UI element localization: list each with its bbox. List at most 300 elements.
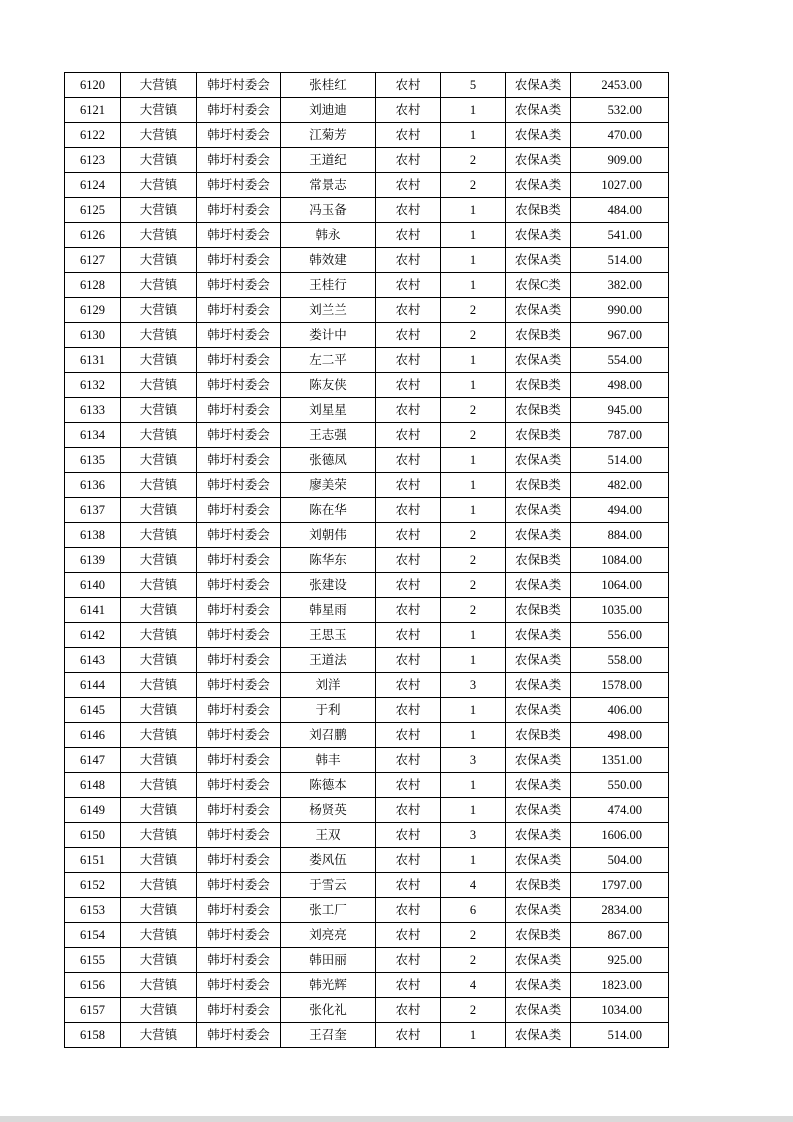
cell-village-committee: 韩圩村委会 [197,298,281,323]
cell-serial-number: 6154 [65,923,121,948]
cell-person-count: 2 [441,148,506,173]
cell-village-committee: 韩圩村委会 [197,823,281,848]
cell-town: 大营镇 [121,248,197,273]
cell-insurance-type: 农保B类 [506,923,571,948]
cell-category: 农村 [376,73,441,98]
cell-serial-number: 6145 [65,698,121,723]
cell-insurance-type: 农保A类 [506,348,571,373]
table-row [65,173,669,198]
cell-category: 农村 [376,823,441,848]
cell-amount: 514.00 [571,248,669,273]
data-table [64,72,669,1048]
cell-serial-number: 6152 [65,873,121,898]
cell-category: 农村 [376,298,441,323]
cell-insurance-type: 农保A类 [506,898,571,923]
cell-insurance-type: 农保A类 [506,848,571,873]
cell-person-name: 刘召鹏 [281,723,376,748]
cell-person-name: 张化礼 [281,998,376,1023]
cell-insurance-type: 农保B类 [506,398,571,423]
table-row [65,623,669,648]
table-row [65,998,669,1023]
cell-village-committee: 韩圩村委会 [197,998,281,1023]
cell-person-count: 1 [441,798,506,823]
cell-serial-number: 6147 [65,748,121,773]
cell-town: 大营镇 [121,773,197,798]
cell-category: 农村 [376,773,441,798]
cell-person-count: 1 [441,198,506,223]
cell-person-name: 陈华东 [281,548,376,573]
cell-town: 大营镇 [121,873,197,898]
cell-person-name: 韩永 [281,223,376,248]
cell-village-committee: 韩圩村委会 [197,548,281,573]
cell-category: 农村 [376,748,441,773]
table-row [65,398,669,423]
table-row [65,673,669,698]
cell-village-committee: 韩圩村委会 [197,398,281,423]
cell-town: 大营镇 [121,673,197,698]
cell-town: 大营镇 [121,848,197,873]
cell-person-name: 陈友侠 [281,373,376,398]
cell-insurance-type: 农保A类 [506,448,571,473]
cell-town: 大营镇 [121,523,197,548]
cell-insurance-type: 农保A类 [506,948,571,973]
cell-village-committee: 韩圩村委会 [197,323,281,348]
cell-village-committee: 韩圩村委会 [197,748,281,773]
cell-person-count: 1 [441,448,506,473]
table-row [65,423,669,448]
cell-town: 大营镇 [121,473,197,498]
table-row [65,748,669,773]
cell-serial-number: 6126 [65,223,121,248]
cell-insurance-type: 农保B类 [506,473,571,498]
cell-village-committee: 韩圩村委会 [197,673,281,698]
cell-person-name: 刘兰兰 [281,298,376,323]
cell-village-committee: 韩圩村委会 [197,723,281,748]
cell-amount: 541.00 [571,223,669,248]
cell-category: 农村 [376,998,441,1023]
cell-person-name: 于利 [281,698,376,723]
table-row [65,498,669,523]
cell-person-count: 1 [441,623,506,648]
cell-town: 大营镇 [121,548,197,573]
cell-amount: 1027.00 [571,173,669,198]
cell-person-name: 张桂红 [281,73,376,98]
cell-village-committee: 韩圩村委会 [197,273,281,298]
cell-insurance-type: 农保A类 [506,73,571,98]
cell-category: 农村 [376,948,441,973]
cell-person-count: 2 [441,923,506,948]
cell-person-name: 王道法 [281,648,376,673]
cell-town: 大营镇 [121,423,197,448]
cell-person-name: 韩效建 [281,248,376,273]
cell-amount: 554.00 [571,348,669,373]
page-bottom-edge [0,1116,793,1122]
table-row [65,273,669,298]
cell-person-count: 6 [441,898,506,923]
cell-person-count: 1 [441,848,506,873]
cell-category: 农村 [376,973,441,998]
cell-amount: 909.00 [571,148,669,173]
cell-person-name: 王志强 [281,423,376,448]
cell-insurance-type: 农保A类 [506,973,571,998]
cell-village-committee: 韩圩村委会 [197,573,281,598]
cell-village-committee: 韩圩村委会 [197,173,281,198]
cell-village-committee: 韩圩村委会 [197,148,281,173]
cell-town: 大营镇 [121,323,197,348]
cell-serial-number: 6135 [65,448,121,473]
cell-town: 大营镇 [121,398,197,423]
cell-person-name: 韩田丽 [281,948,376,973]
cell-amount: 494.00 [571,498,669,523]
cell-person-name: 娄风伍 [281,848,376,873]
cell-person-count: 1 [441,648,506,673]
table-row [65,248,669,273]
table-row [65,323,669,348]
cell-amount: 945.00 [571,398,669,423]
cell-category: 农村 [376,448,441,473]
table-row [65,923,669,948]
cell-person-name: 陈德本 [281,773,376,798]
cell-person-count: 2 [441,573,506,598]
cell-amount: 867.00 [571,923,669,948]
cell-amount: 482.00 [571,473,669,498]
cell-amount: 558.00 [571,648,669,673]
cell-person-name: 王桂行 [281,273,376,298]
cell-town: 大营镇 [121,98,197,123]
cell-category: 农村 [376,623,441,648]
cell-person-name: 张工厂 [281,898,376,923]
cell-insurance-type: 农保B类 [506,723,571,748]
cell-person-count: 1 [441,698,506,723]
table-row [65,548,669,573]
cell-village-committee: 韩圩村委会 [197,698,281,723]
cell-person-name: 刘洋 [281,673,376,698]
cell-village-committee: 韩圩村委会 [197,473,281,498]
cell-insurance-type: 农保A类 [506,248,571,273]
cell-person-name: 娄计中 [281,323,376,348]
cell-category: 农村 [376,198,441,223]
cell-serial-number: 6155 [65,948,121,973]
cell-serial-number: 6132 [65,373,121,398]
cell-serial-number: 6136 [65,473,121,498]
cell-person-count: 1 [441,248,506,273]
cell-village-committee: 韩圩村委会 [197,848,281,873]
cell-insurance-type: 农保B类 [506,198,571,223]
table-row [65,598,669,623]
cell-amount: 532.00 [571,98,669,123]
cell-village-committee: 韩圩村委会 [197,73,281,98]
cell-category: 农村 [376,323,441,348]
cell-town: 大营镇 [121,798,197,823]
cell-insurance-type: 农保A类 [506,148,571,173]
cell-insurance-type: 农保B类 [506,423,571,448]
table-row [65,523,669,548]
cell-town: 大营镇 [121,448,197,473]
table-row [65,298,669,323]
cell-insurance-type: 农保A类 [506,98,571,123]
cell-person-name: 张建设 [281,573,376,598]
cell-category: 农村 [376,673,441,698]
cell-amount: 470.00 [571,123,669,148]
cell-town: 大营镇 [121,923,197,948]
cell-person-count: 2 [441,423,506,448]
cell-village-committee: 韩圩村委会 [197,873,281,898]
cell-amount: 787.00 [571,423,669,448]
cell-serial-number: 6148 [65,773,121,798]
cell-amount: 884.00 [571,523,669,548]
table-body [65,73,669,1048]
cell-town: 大营镇 [121,973,197,998]
cell-town: 大营镇 [121,173,197,198]
cell-person-count: 1 [441,773,506,798]
cell-amount: 1797.00 [571,873,669,898]
cell-village-committee: 韩圩村委会 [197,348,281,373]
cell-category: 农村 [376,648,441,673]
cell-insurance-type: 农保A类 [506,798,571,823]
table-row [65,73,669,98]
cell-amount: 1084.00 [571,548,669,573]
cell-town: 大营镇 [121,623,197,648]
cell-serial-number: 6153 [65,898,121,923]
cell-serial-number: 6149 [65,798,121,823]
cell-category: 农村 [376,698,441,723]
cell-serial-number: 6157 [65,998,121,1023]
cell-person-name: 王道纪 [281,148,376,173]
cell-person-count: 1 [441,223,506,248]
table-row [65,373,669,398]
cell-village-committee: 韩圩村委会 [197,198,281,223]
cell-category: 农村 [376,173,441,198]
cell-serial-number: 6144 [65,673,121,698]
table-row [65,473,669,498]
cell-town: 大营镇 [121,73,197,98]
cell-village-committee: 韩圩村委会 [197,623,281,648]
cell-person-count: 2 [441,173,506,198]
table-row [65,148,669,173]
cell-town: 大营镇 [121,1023,197,1048]
cell-amount: 1064.00 [571,573,669,598]
cell-person-name: 刘朝伟 [281,523,376,548]
cell-person-count: 1 [441,723,506,748]
cell-town: 大营镇 [121,598,197,623]
cell-category: 农村 [376,348,441,373]
cell-category: 农村 [376,223,441,248]
cell-person-count: 1 [441,373,506,398]
cell-insurance-type: 农保B类 [506,598,571,623]
cell-amount: 1351.00 [571,748,669,773]
cell-serial-number: 6138 [65,523,121,548]
cell-person-count: 2 [441,323,506,348]
cell-insurance-type: 农保A类 [506,623,571,648]
cell-amount: 514.00 [571,448,669,473]
cell-serial-number: 6143 [65,648,121,673]
table-row [65,198,669,223]
cell-category: 农村 [376,848,441,873]
cell-insurance-type: 农保A类 [506,773,571,798]
cell-person-count: 1 [441,473,506,498]
cell-serial-number: 6137 [65,498,121,523]
cell-insurance-type: 农保A类 [506,998,571,1023]
cell-serial-number: 6122 [65,123,121,148]
cell-person-count: 2 [441,598,506,623]
cell-person-name: 刘迪迪 [281,98,376,123]
table-row [65,1023,669,1048]
cell-serial-number: 6124 [65,173,121,198]
cell-person-count: 2 [441,548,506,573]
cell-amount: 484.00 [571,198,669,223]
cell-serial-number: 6156 [65,973,121,998]
cell-insurance-type: 农保B类 [506,873,571,898]
cell-village-committee: 韩圩村委会 [197,923,281,948]
cell-person-count: 4 [441,973,506,998]
table-row [65,848,669,873]
cell-amount: 2834.00 [571,898,669,923]
cell-insurance-type: 农保A类 [506,823,571,848]
cell-insurance-type: 农保A类 [506,573,571,598]
cell-amount: 1823.00 [571,973,669,998]
table-row [65,873,669,898]
cell-amount: 1606.00 [571,823,669,848]
table-row [65,948,669,973]
table-row [65,823,669,848]
cell-person-count: 5 [441,73,506,98]
cell-insurance-type: 农保A类 [506,673,571,698]
cell-person-count: 2 [441,523,506,548]
cell-town: 大营镇 [121,898,197,923]
cell-person-name: 刘亮亮 [281,923,376,948]
cell-village-committee: 韩圩村委会 [197,948,281,973]
table-row [65,648,669,673]
cell-category: 农村 [376,423,441,448]
cell-village-committee: 韩圩村委会 [197,523,281,548]
cell-category: 农村 [376,98,441,123]
cell-insurance-type: 农保A类 [506,223,571,248]
cell-category: 农村 [376,873,441,898]
cell-village-committee: 韩圩村委会 [197,98,281,123]
cell-category: 农村 [376,1023,441,1048]
cell-amount: 1578.00 [571,673,669,698]
table-row [65,448,669,473]
cell-serial-number: 6131 [65,348,121,373]
cell-village-committee: 韩圩村委会 [197,498,281,523]
cell-person-name: 杨贤英 [281,798,376,823]
table-row [65,723,669,748]
cell-person-count: 2 [441,948,506,973]
cell-town: 大营镇 [121,273,197,298]
cell-village-committee: 韩圩村委会 [197,248,281,273]
cell-town: 大营镇 [121,373,197,398]
cell-town: 大营镇 [121,498,197,523]
cell-person-count: 2 [441,298,506,323]
table-row [65,698,669,723]
cell-category: 农村 [376,123,441,148]
cell-amount: 474.00 [571,798,669,823]
cell-insurance-type: 农保C类 [506,273,571,298]
cell-person-name: 王双 [281,823,376,848]
cell-insurance-type: 农保A类 [506,173,571,198]
cell-insurance-type: 农保B类 [506,323,571,348]
table-row [65,773,669,798]
cell-category: 农村 [376,923,441,948]
cell-serial-number: 6125 [65,198,121,223]
cell-amount: 990.00 [571,298,669,323]
cell-town: 大营镇 [121,698,197,723]
cell-village-committee: 韩圩村委会 [197,598,281,623]
cell-town: 大营镇 [121,198,197,223]
cell-person-count: 3 [441,823,506,848]
cell-village-committee: 韩圩村委会 [197,648,281,673]
cell-serial-number: 6146 [65,723,121,748]
cell-village-committee: 韩圩村委会 [197,223,281,248]
cell-insurance-type: 农保A类 [506,698,571,723]
table-row [65,973,669,998]
cell-person-count: 1 [441,498,506,523]
cell-insurance-type: 农保A类 [506,498,571,523]
cell-insurance-type: 农保A类 [506,523,571,548]
cell-serial-number: 6130 [65,323,121,348]
cell-insurance-type: 农保A类 [506,748,571,773]
cell-town: 大营镇 [121,648,197,673]
cell-village-committee: 韩圩村委会 [197,373,281,398]
cell-person-name: 陈在华 [281,498,376,523]
table-row [65,573,669,598]
table-row [65,348,669,373]
cell-town: 大营镇 [121,123,197,148]
cell-category: 农村 [376,473,441,498]
cell-amount: 550.00 [571,773,669,798]
cell-serial-number: 6150 [65,823,121,848]
cell-insurance-type: 农保A类 [506,648,571,673]
cell-town: 大营镇 [121,723,197,748]
cell-person-count: 2 [441,998,506,1023]
table-row [65,98,669,123]
cell-category: 农村 [376,798,441,823]
cell-amount: 382.00 [571,273,669,298]
cell-category: 农村 [376,898,441,923]
cell-serial-number: 6151 [65,848,121,873]
cell-person-count: 1 [441,98,506,123]
cell-amount: 514.00 [571,1023,669,1048]
cell-insurance-type: 农保A类 [506,298,571,323]
cell-category: 农村 [376,573,441,598]
cell-person-name: 冯玉备 [281,198,376,223]
cell-serial-number: 6140 [65,573,121,598]
cell-insurance-type: 农保A类 [506,1023,571,1048]
cell-serial-number: 6134 [65,423,121,448]
cell-category: 农村 [376,373,441,398]
cell-town: 大营镇 [121,573,197,598]
cell-town: 大营镇 [121,348,197,373]
cell-serial-number: 6141 [65,598,121,623]
cell-amount: 1035.00 [571,598,669,623]
cell-town: 大营镇 [121,948,197,973]
cell-amount: 1034.00 [571,998,669,1023]
cell-person-count: 1 [441,273,506,298]
cell-person-count: 4 [441,873,506,898]
cell-amount: 556.00 [571,623,669,648]
cell-serial-number: 6127 [65,248,121,273]
cell-category: 农村 [376,548,441,573]
cell-insurance-type: 农保B类 [506,548,571,573]
table-row [65,898,669,923]
cell-person-name: 常景志 [281,173,376,198]
cell-town: 大营镇 [121,298,197,323]
cell-serial-number: 6129 [65,298,121,323]
cell-person-name: 韩光辉 [281,973,376,998]
cell-person-name: 张德凤 [281,448,376,473]
cell-village-committee: 韩圩村委会 [197,123,281,148]
cell-village-committee: 韩圩村委会 [197,798,281,823]
